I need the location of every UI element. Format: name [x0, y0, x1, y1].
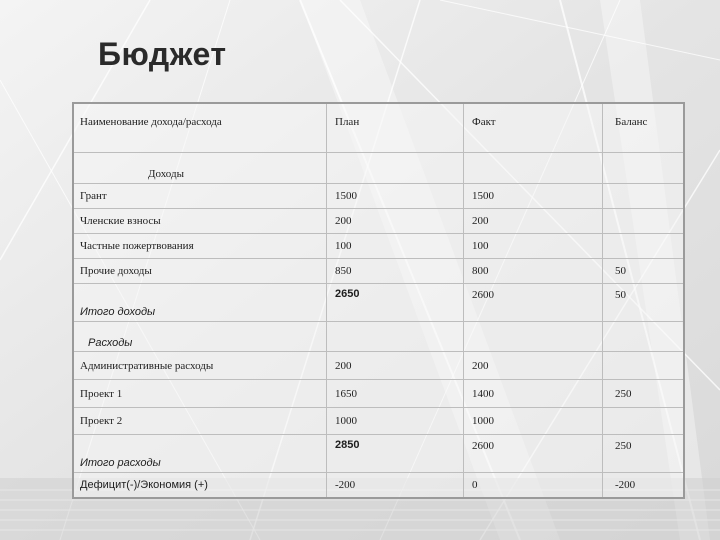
row-label: Частные пожертвования [73, 234, 327, 259]
income-total-fact: 2600 [464, 284, 603, 322]
row-label: Административные расходы [73, 352, 327, 380]
cell-plan: 1650 [327, 380, 464, 408]
header-cell-plan: План [327, 103, 464, 153]
header-cell-fact: Факт [464, 103, 603, 153]
row-label: Проект 2 [73, 408, 327, 435]
deficit-balance: -200 [603, 473, 685, 499]
cell-balance [603, 184, 685, 209]
expense-section-row [73, 322, 684, 352]
row-label: Членские взносы [73, 209, 327, 234]
cell-balance: 250 [603, 380, 685, 408]
cell-plan: 200 [327, 209, 464, 234]
cell-balance [603, 408, 685, 435]
cell-plan: 1500 [327, 184, 464, 209]
income-total-balance: 50 [603, 284, 685, 322]
deficit-plan: -200 [327, 473, 464, 499]
expense-total-row [73, 435, 684, 473]
table-header-row [73, 103, 684, 153]
cell-balance [603, 209, 685, 234]
deficit-label: Дефицит(-)/Экономия (+) [73, 473, 327, 499]
table-row [73, 184, 684, 209]
cell-plan: 850 [327, 259, 464, 284]
slide-title: Бюджет [98, 36, 227, 72]
deficit-fact: 0 [464, 473, 603, 499]
cell-fact: 1000 [464, 408, 603, 435]
cell-plan: 100 [327, 234, 464, 259]
table-row [73, 209, 684, 234]
expense-total-label: Итого расходы [73, 435, 327, 473]
row-label: Грант [73, 184, 327, 209]
cell-fact: 200 [464, 209, 603, 234]
header-cell-balance: Баланс [603, 103, 685, 153]
table-row [73, 352, 684, 380]
income-section-label: Доходы [73, 153, 327, 184]
cell-fact: 1500 [464, 184, 603, 209]
income-total-label: Итого доходы [73, 284, 327, 322]
expense-total-balance: 250 [603, 435, 685, 473]
cell-fact: 800 [464, 259, 603, 284]
income-total-plan: 2650 [327, 284, 464, 322]
cell-plan: 1000 [327, 408, 464, 435]
cell-fact: 100 [464, 234, 603, 259]
cell-fact: 200 [464, 352, 603, 380]
deficit-row [73, 473, 684, 499]
table-row [73, 259, 684, 284]
cell-balance: 50 [603, 259, 685, 284]
header-cell-name: Наименование дохода/расхода [73, 103, 327, 153]
income-section-row [73, 153, 684, 184]
cell-balance [603, 234, 685, 259]
table-row [73, 408, 684, 435]
expense-section-label: Расходы [73, 322, 327, 352]
row-label: Прочие доходы [73, 259, 327, 284]
income-total-row [73, 284, 684, 322]
cell-plan: 200 [327, 352, 464, 380]
cell-fact: 1400 [464, 380, 603, 408]
table-row [73, 380, 684, 408]
expense-total-plan: 2850 [327, 435, 464, 473]
budget-table [72, 102, 685, 499]
table-row [73, 234, 684, 259]
cell-balance [603, 352, 685, 380]
row-label: Проект 1 [73, 380, 327, 408]
expense-total-fact: 2600 [464, 435, 603, 473]
